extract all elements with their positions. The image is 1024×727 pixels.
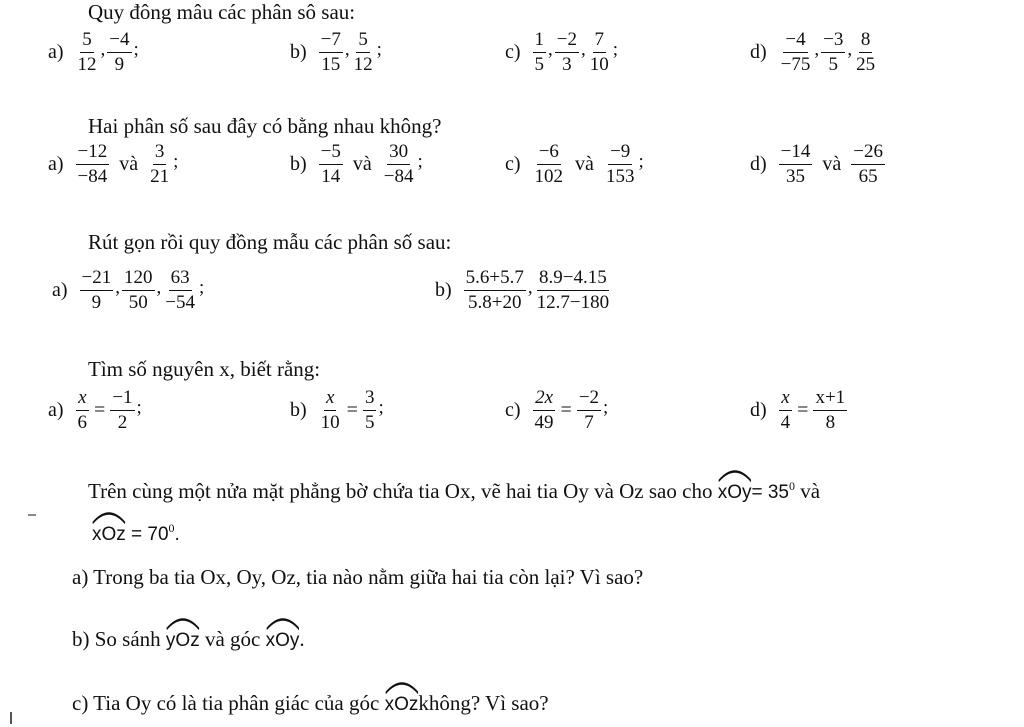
fraction <box>122 268 155 313</box>
denominator: 5 <box>364 411 375 433</box>
denominator: 5 <box>534 53 545 75</box>
fraction <box>110 388 134 433</box>
fraction <box>533 30 547 75</box>
item-label: d) <box>750 152 767 175</box>
fraction <box>588 30 611 75</box>
comma: , <box>527 276 533 298</box>
equation-0 <box>48 388 142 433</box>
ex5-question-b: b) So sánh yOz và góc xOy. <box>72 626 305 652</box>
fraction <box>163 268 197 313</box>
numerator: 30 <box>387 142 410 165</box>
problem-ex1-1 <box>290 30 382 75</box>
ex4-title: Tìm số nguyên x, biết rằng: <box>88 357 321 381</box>
denominator: 14 <box>321 165 341 187</box>
item-label: b) <box>290 398 307 421</box>
numerator: 7 <box>593 30 607 53</box>
denominator: 25 <box>856 53 876 75</box>
angle-xoy-b: xOy <box>266 626 300 652</box>
numerator: 3 <box>363 388 377 411</box>
ex3-title: Rút gọn rồi quy đồng mẫu các phân số sau: <box>88 230 452 254</box>
item-label: a) <box>52 278 68 301</box>
denominator: 5.8+20 <box>468 291 522 313</box>
angle-hat-icon <box>718 468 752 482</box>
numerator: −7 <box>319 30 343 53</box>
item-label: c) <box>505 40 521 63</box>
denominator: −84 <box>77 165 108 187</box>
numerator: 5.6+5.7 <box>464 268 526 291</box>
item-label: a) <box>48 398 64 421</box>
ex5-line2: xOz = $70^0$. <box>92 520 180 546</box>
problem-ex1-0 <box>48 30 139 75</box>
numerator: −3 <box>821 30 845 53</box>
fraction <box>813 388 847 433</box>
numerator: x+1 <box>813 388 847 411</box>
numerator: −12 <box>76 142 110 165</box>
fraction <box>779 388 793 433</box>
angle-hat-icon <box>385 680 419 694</box>
fraction <box>319 142 343 187</box>
numerator: 1 <box>533 30 547 53</box>
denominator: 50 <box>128 291 148 313</box>
fraction <box>363 388 377 433</box>
fraction <box>821 30 845 75</box>
denominator: 153 <box>605 165 635 187</box>
fraction <box>148 142 171 187</box>
numerator: 63 <box>169 268 192 291</box>
item-end: ; <box>173 150 179 172</box>
fraction <box>464 268 526 313</box>
ex5-question-a: a) Trong ba tia Ox, Oy, Oz, tia nào nằm giữa hai tia còn lại? Vì sao? <box>72 565 644 589</box>
problem-ex3-1 <box>435 268 613 313</box>
problem-ex2-1 <box>290 142 423 187</box>
item-label: b) <box>290 40 307 63</box>
margin-dash <box>28 514 36 516</box>
denominator: 10 <box>589 53 609 75</box>
fraction <box>76 30 99 75</box>
denominator: 15 <box>321 53 341 75</box>
item-label: a) <box>48 152 64 175</box>
equation-1 <box>290 388 384 433</box>
denominator: 4 <box>780 411 791 433</box>
fraction <box>555 30 579 75</box>
denominator: 8 <box>825 411 836 433</box>
value-xoz: = 70 <box>131 524 169 545</box>
angle-yoz: yOz <box>166 626 200 652</box>
degree-mark: 0 <box>789 479 795 493</box>
numerator: 3 <box>153 142 167 165</box>
denominator: 35 <box>786 165 806 187</box>
denominator: 12 <box>77 53 97 75</box>
value-xoy: = 35 <box>751 482 789 503</box>
connector-text: và <box>822 152 842 175</box>
numerator: −4 <box>783 30 807 53</box>
angle-xoy: xOy <box>718 478 752 504</box>
numerator: −9 <box>608 142 632 165</box>
fraction <box>80 268 114 313</box>
numerator: −5 <box>319 142 343 165</box>
equation-3 <box>750 388 849 433</box>
fraction <box>319 388 342 433</box>
degree-mark: 0 <box>168 521 175 535</box>
item-label: b) <box>435 278 452 301</box>
angle-hat-icon <box>92 510 126 524</box>
denominator: 7 <box>584 411 594 433</box>
fraction <box>76 142 110 187</box>
comma: , <box>814 38 820 60</box>
item-label: c) <box>505 152 521 175</box>
fraction <box>604 142 637 187</box>
angle-xoz-c: xOz <box>385 690 419 716</box>
fraction <box>854 30 877 75</box>
item-label: a) <box>48 40 64 63</box>
angle-xoz: xOz <box>92 520 126 546</box>
numerator: 8.9−4.15 <box>537 268 609 291</box>
comma: , <box>100 38 106 60</box>
fraction <box>779 30 813 75</box>
item-label: b) <box>290 152 307 175</box>
item-label: d) <box>750 398 767 421</box>
numerator: −4 <box>107 30 131 53</box>
angle-hat-icon <box>166 616 200 630</box>
denominator: 9 <box>114 53 125 75</box>
fraction <box>535 268 611 313</box>
ex5-line1 <box>88 478 820 504</box>
item-label: d) <box>750 40 767 63</box>
denominator: 12.7−180 <box>536 291 610 313</box>
fraction <box>352 30 375 75</box>
fraction <box>319 30 343 75</box>
fraction <box>577 388 601 433</box>
numerator: 8 <box>859 30 873 53</box>
denominator: −84 <box>383 165 414 187</box>
fraction <box>533 388 556 433</box>
numerator: −6 <box>537 142 561 165</box>
denominator: 3 <box>562 53 572 75</box>
problem-ex1-2 <box>505 30 618 75</box>
denominator: 65 <box>858 165 878 187</box>
item-end: ; <box>376 38 382 60</box>
fraction <box>779 142 813 187</box>
numerator: 2x <box>533 388 555 411</box>
ex5-intro-text: Trên cùng một nửa mặt phẳng bờ chứa tia Ox, vẽ hai tia Oy và Oz sao cho <box>88 479 713 503</box>
comma: , <box>548 38 553 60</box>
fraction <box>851 142 885 187</box>
item-label: c) <box>505 398 521 421</box>
numerator: −2 <box>577 388 601 411</box>
item-end: ; <box>136 396 142 418</box>
denominator: 49 <box>534 411 554 433</box>
equals-sign: = <box>560 398 572 421</box>
equation-2 <box>505 388 608 433</box>
numerator: 120 <box>122 268 155 291</box>
equals-sign: = <box>94 398 106 421</box>
denominator: 10 <box>320 411 340 433</box>
numerator: −1 <box>110 388 134 411</box>
margin-tick <box>10 712 12 724</box>
fraction <box>382 142 416 187</box>
numerator: −26 <box>851 142 885 165</box>
comma: , <box>115 276 121 298</box>
denominator: 9 <box>91 291 102 313</box>
connector-text: và <box>575 152 594 175</box>
denominator: 21 <box>150 165 170 187</box>
numerator: −21 <box>80 268 114 291</box>
fraction <box>76 388 90 433</box>
problem-ex2-0 <box>48 142 178 187</box>
numerator: x <box>779 388 791 411</box>
connector-text: và <box>352 152 372 175</box>
problem-ex3-0 <box>52 268 204 313</box>
item-end: ; <box>638 150 644 172</box>
item-end: ; <box>612 38 619 60</box>
ex5-question-c: c) Tia Oy có là tia phân giác của góc xOzkhông? Vì sao? <box>72 690 549 716</box>
denominator: 102 <box>534 165 564 187</box>
connector-text: và <box>119 152 139 175</box>
equals-sign: = <box>797 398 809 421</box>
comma: , <box>581 38 586 60</box>
numerator: x <box>76 388 88 411</box>
numerator: −2 <box>555 30 579 53</box>
denominator: −75 <box>780 53 811 75</box>
problem-ex2-2 <box>505 142 644 187</box>
numerator: 5 <box>356 30 370 53</box>
item-end: ; <box>417 150 423 172</box>
denominator: 6 <box>77 411 88 433</box>
comma: , <box>847 38 853 60</box>
item-end: ; <box>198 276 205 298</box>
comma: , <box>156 276 162 298</box>
and-text: và <box>800 479 821 503</box>
denominator: 12 <box>353 53 373 75</box>
comma: , <box>344 38 350 60</box>
ex2-title: Hai phân số sau đây có bằng nhau không? <box>88 114 442 138</box>
numerator: −14 <box>779 142 813 165</box>
item-end: ; <box>133 38 139 60</box>
numerator: x <box>324 388 336 411</box>
denominator: −54 <box>165 291 195 313</box>
numerator: 5 <box>80 30 94 53</box>
denominator: 2 <box>117 411 128 433</box>
item-end: ; <box>378 396 384 418</box>
fraction <box>533 142 566 187</box>
problem-ex1-3 <box>750 30 879 75</box>
angle-hat-icon <box>266 616 300 630</box>
item-end: ; <box>603 396 609 418</box>
fraction <box>107 30 131 75</box>
denominator: 5 <box>828 53 838 75</box>
problem-ex2-3 <box>750 142 887 187</box>
equals-sign: = <box>346 398 358 421</box>
ex1-title: Quy đông mâu các phân sô sau: <box>88 0 356 24</box>
